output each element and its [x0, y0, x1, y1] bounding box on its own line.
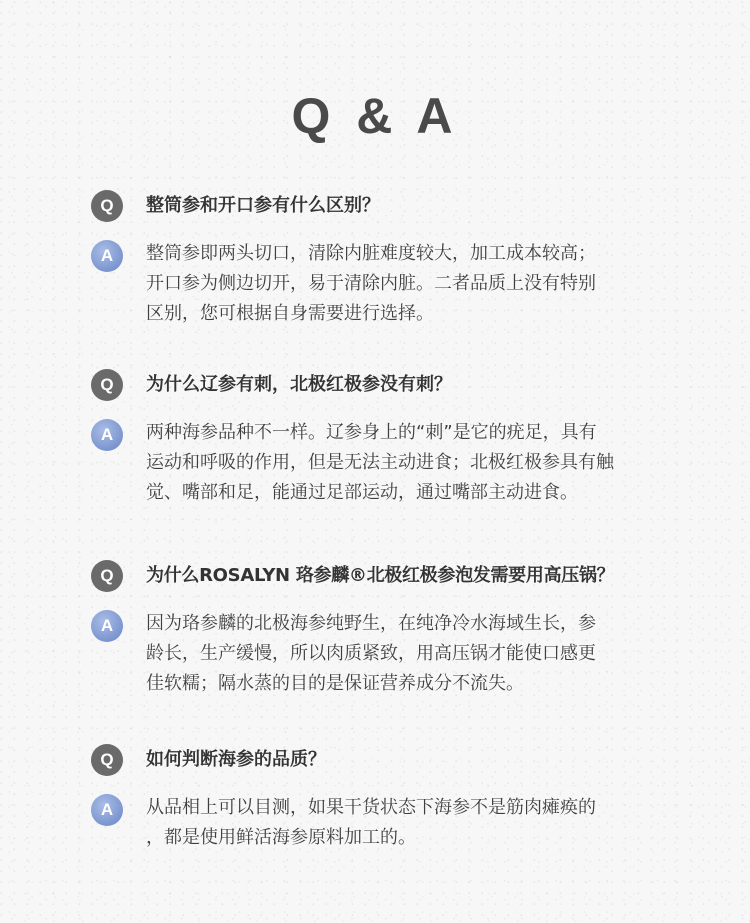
answer-line: 佳软糯；隔水蒸的目的是保证营养成分不流失。	[146, 673, 524, 694]
question-text: 整筒参和开口参有什么区别？	[146, 195, 380, 216]
answer-line: 整筒参即两头切口，清除内脏难度较大，加工成本较高；	[146, 243, 596, 264]
question-badge-icon: Q	[91, 369, 123, 401]
answer-text	[146, 418, 666, 508]
answer-text	[146, 239, 666, 329]
answer-line: 运动和呼吸的作用，但是无法主动进食；北极红极参具有触	[146, 452, 614, 473]
question-text: 为什么辽参有刺，北极红极参没有刺？	[146, 374, 452, 395]
page-title: Q & A	[291, 88, 459, 144]
answer-badge-icon: A	[91, 240, 123, 272]
question-badge-icon: Q	[91, 744, 123, 776]
answer-badge-icon: A	[91, 610, 123, 642]
answer-line: ，都是使用鲜活海参原料加工的。	[146, 827, 416, 848]
answer-line: 区别，您可根据自身需要进行选择。	[146, 303, 434, 324]
answer-badge-icon: A	[91, 794, 123, 826]
answer-text	[146, 793, 666, 853]
answer-text	[146, 609, 666, 699]
question-badge-icon: Q	[91, 190, 123, 222]
question-text: 为什么ROSALYN 珞参麟®北极红极参泡发需要用高压锅？	[146, 565, 615, 586]
question-text: 如何判断海参的品质？	[146, 749, 326, 770]
answer-line: 觉、嘴部和足，能通过足部运动，通过嘴部主动进食。	[146, 482, 578, 503]
answer-badge-icon: A	[91, 419, 123, 451]
answer-line: 龄长，生产缓慢，所以肉质紧致，用高压锅才能使口感更	[146, 643, 596, 664]
answer-line: 开口参为侧边切开，易于清除内脏。二者品质上没有特别	[146, 273, 596, 294]
answer-line: 两种海参品种不一样。辽参身上的“刺”是它的疣足，具有	[146, 422, 597, 443]
answer-line: 从品相上可以目测，如果干货状态下海参不是筋肉瘫痪的	[146, 797, 596, 818]
answer-line: 因为珞参麟的北极海参纯野生，在纯净冷水海域生长，参	[146, 613, 596, 634]
question-badge-icon: Q	[91, 560, 123, 592]
